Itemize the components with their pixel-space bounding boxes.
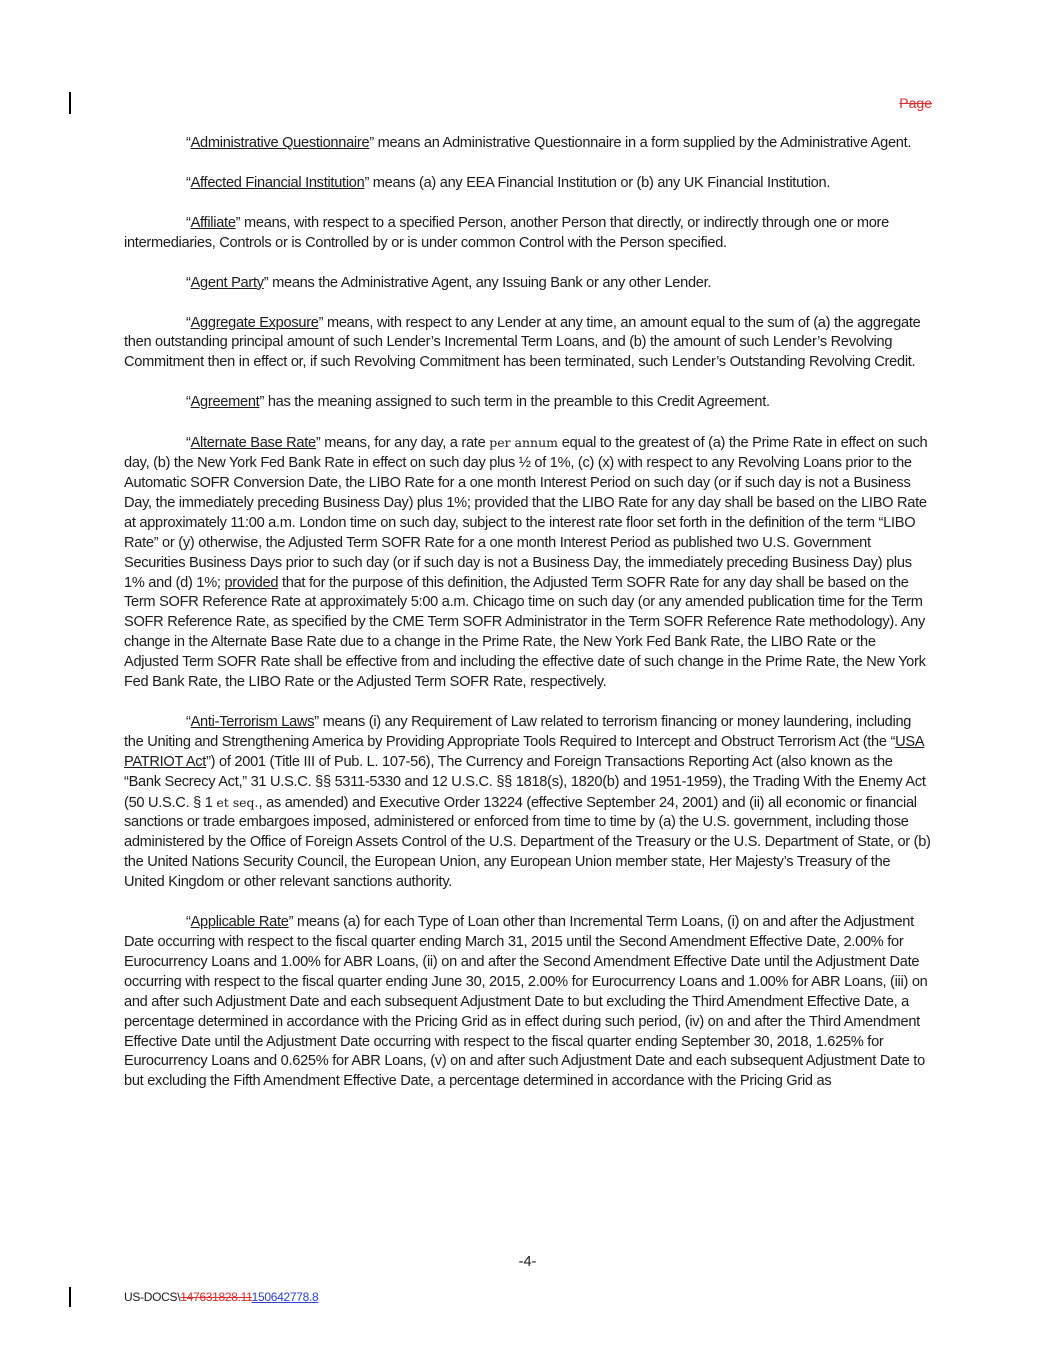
definition-text: ” means the Administrative Agent, any Issuing Bank or any other Lender. <box>263 274 712 291</box>
definition-paragraph: “Aggregate Exposure” means, with respect to any Lender at any time, an amount equal to the sum of (a) the aggregate then outstanding principal amount of such Lender’s Incremental Term Loans, and (b) the amount of such Lender’s Revolving Commitment then in effect or, if such Revolving Commitment has been terminated, such Lender’s Outstanding Revolving Credit. <box>124 314 921 371</box>
definition-text: ” means (a) for each Type of Loan other than Incremental Term Loans, (i) on and after the Adjustment Date occurring with respect to the fiscal quarter ending March 31, 2015 until the Second Amendment Effective Date, 2.00% for Eurocurrency Loans and 1.00% for ABR Loans, (ii) on and after the Second Amendment Effective Date until the Adjustment Date occurring with respect to the fiscal quarter ending June 30, 2015, 2.00% for Eurocurrency Loans and 1.00% for ABR Loans, (iii) on and after such Adjustment Date and each subsequent Adjustment Date to but excluding the Third Amendment Effective Date, a percentage determined in accordance with the Pricing Grid as in effect during such period, (iv) on and after the Third Amendment Effective Date until the Adjustment Date occurring with respect to the fiscal quarter ending September 30, 2018, 1.625% for Eurocurrency Loans and 0.625% for ABR Loans, (v) on and after such Adjustment Date and each subsequent Adjustment Date to but excluding the Fifth Amendment Effective Date, a percentage determined in accordance with the Pricing Grid as <box>124 914 928 1090</box>
definition-text: ” means, with respect to any Lender at any time, an amount equal to the sum of (a) the aggregate then outstanding principal amount of such Lender’s Incremental Term Loans, and (b) the amount of such Lender’s Revolving Commitment then in effect or, if such Revolving Commitment has been terminated, such Lender’s Outstanding Revolving Credit. <box>124 314 921 371</box>
definition-paragraph: “Affiliate” means, with respect to a specified Person, another Person that directly, or indirectly through one or more intermediaries, Controls or is Controlled by or is under common Control with the Person specified. <box>124 214 889 251</box>
defined-term: Anti-Terrorism Laws <box>190 713 315 730</box>
doc-id-deleted: 147631828.11 <box>180 1290 252 1304</box>
doc-id-prefix: US-DOCS\ <box>124 1290 181 1304</box>
defined-term: Alternate Base Rate <box>190 435 316 452</box>
definition-text: that for the purpose of this definition, the Adjusted Term SOFR Rate for any day shall be based on the Term SOFR Reference Rate at approximately 5:00 a.m. Chicago time on such day (or any amended publication time for the Term SOFR Reference Rate, as specified by the CME Term SOFR Administrator in the Term SOFR Reference Rate methodology). Any change in the Alternate Base Rate due to a change in the Prime Rate, the New York Fed Bank Rate, the LIBO Rate or the Adjusted Term SOFR Rate shall be effective from and including the effective date of such change in the Prime Rate, the New York Fed Bank Rate, the LIBO Rate or the Adjusted Term SOFR Rate, respectively. <box>124 574 926 691</box>
definition-text: equal to the greatest of (a) the Prime Rate in effect on such day, (b) the New York Fed Bank Rate in effect on such day plus ½ of 1%, (c) (x) with respect to any Revolving Loans prior to the Automatic SOFR Conversion Date, the LIBO Rate for a one month Interest Period on such day (or if such day is not a Business Day, the immediately preceding Business Day) plus 1%; provided that the LIBO Rate for any day shall be based on the LIBO Rate at approximately 11:00 a.m. London time on such day, subject to the interest rate floor set forth in the definition of the term “LIBO Rate” or (y) otherwise, the Adjusted Term SOFR Rate for a one month Interest Period as published two U.S. Government Securities Business Days prior to such day (or if such day is not a Business Day, the immediately preceding Business Day) plus 1% and (d) 1%; <box>124 435 928 591</box>
definition-paragraph: “Alternate Base Rate” means, for any day, a rate per annum equal to the greatest of (a) the Prime Rate in effect on such day, (b) the New York Fed Bank Rate in effect on such day plus ½ of 1%, (c) (x) with respect to any Revolving Loans prior to the Automatic SOFR Conversion Date, the LIBO Rate for a one month Interest Period on such day (or if such day is not a Business Day, the immediately preceding Business Day) plus 1%; provided that the LIBO Rate for any day shall be based on the LIBO Rate at approximately 11:00 a.m. London time on such day, subject to the interest rate floor set forth in the definition of the term “LIBO Rate” or (y) otherwise, the Adjusted Term SOFR Rate for a one month Interest Period as published two U.S. Government Securities Business Days prior to such day (or if such day is not a Business Day, the immediately preceding Business Day) plus 1% and (d) 1%; provided that for the purpose of this definition, the Adjusted Term SOFR Rate for any day shall be based on the Term SOFR Reference Rate at approximately 5:00 a.m. Chicago time on such day (or any amended publication time for the Term SOFR Reference Rate, as specified by the CME Term SOFR Administrator in the Term SOFR Reference Rate methodology). Any change in the Alternate Base Rate due to a change in the Prime Rate, the New York Fed Bank Rate, the LIBO Rate or the Adjusted Term SOFR Rate shall be effective from and including the effective date of such change in the Prime Rate, the New York Fed Bank Rate, the LIBO Rate or the Adjusted Term SOFR Rate, respectively. <box>124 435 928 691</box>
change-bar <box>69 92 71 114</box>
definition-text: ” has the meaning assigned to such term in the preamble to this Credit Agreement. <box>259 394 770 411</box>
definition-paragraph: “Agreement” has the meaning assigned to such term in the preamble to this Credit Agreement. <box>186 394 770 411</box>
definition-text: ” means an Administrative Questionnaire in a form supplied by the Administrative Agent. <box>369 135 912 151</box>
italic-text: per annum <box>489 435 559 451</box>
document-body <box>124 134 932 1112</box>
defined-term: Affected Financial Institution <box>190 174 365 191</box>
definition-paragraph: “Applicable Rate” means (a) for each Type of Loan other than Incremental Term Loans, (i) on and after the Adjustment Date occurring with respect to the fiscal quarter ending March 31, 2015 until the Second Amendment Effective Date, 2.00% for Eurocurrency Loans and 1.00% for ABR Loans, (ii) on and after the Second Amendment Effective Date until the Adjustment Date occurring with respect to the fiscal quarter ending June 30, 2015, 2.00% for Eurocurrency Loans and 1.00% for ABR Loans, (iii) on and after such Adjustment Date and each subsequent Adjustment Date to but excluding the Third Amendment Effective Date, a percentage determined in accordance with the Pricing Grid as in effect during such period, (iv) on and after the Third Amendment Effective Date until the Adjustment Date occurring with respect to the fiscal quarter ending September 30, 2018, 1.625% for Eurocurrency Loans and 0.625% for ABR Loans, (v) on and after such Adjustment Date and each subsequent Adjustment Date to but excluding the Fifth Amendment Effective Date, a percentage determined in accordance with the Pricing Grid as <box>124 914 928 1090</box>
document-id <box>124 1290 318 1304</box>
defined-term: Agreement <box>190 394 260 411</box>
definition-text: , as amended) and Executive Order 13224 (effective September 24, 2001) and (ii) all economic or financial sanctions or trade embargoes imposed, administered or enforced from time to time by (a) the U.S. government, including those administered by the Office of Foreign Assets Control of the U.S. Department of the Treasury or the U.S. Department of State, or (b) the United Nations Security Council, the European Union, any European Union member state, Her Majesty’s Treasury of the United Kingdom or other relevant sanctions authority. <box>124 794 931 891</box>
definition-text: ” means, for any day, a rate <box>315 435 490 452</box>
definition-text: ” means, with respect to a specified Person, another Person that directly, or indirectly through one or more intermediaries, Controls or is Controlled by or is under common Control with the Person specified. <box>124 214 889 251</box>
definition-text: ” means (i) any Requirement of Law related to terrorism financing or money laundering, including the Uniting and Strengthening America by Providing Appropriate Tools Required to Intercept and Obstruct Terrorism Act (the “ <box>124 713 912 750</box>
provided-term: provided <box>224 574 279 591</box>
italic-text: et seq. <box>216 794 259 810</box>
definition-text: ”) of 2001 (Title III of Pub. L. 107-56), The Currency and Foreign Transactions Reporting Act (also known as the “Bank Secrecy Act,” 31 U.S.C. §§ 5311-5330 and 12 U.S.C. §§ 1818(s), 1820(b) and 1951-1959), the Trading With the Enemy Act (50 U.S.C. § 1 <box>124 753 926 811</box>
defined-term: Applicable Rate <box>190 914 289 931</box>
page-label-deleted: Page <box>899 95 932 111</box>
definition-paragraph: “Affected Financial Institution” means (a) any EEA Financial Institution or (b) any UK Financial Institution. <box>186 174 831 191</box>
definition-paragraph: “Administrative Questionnaire” means an Administrative Questionnaire in a form supplied by the Administrative Agent. <box>186 135 912 151</box>
change-bar <box>69 1287 71 1307</box>
defined-term: Agent Party <box>190 274 264 291</box>
defined-term: USA PATRIOT Act <box>124 733 925 770</box>
defined-term: Administrative Questionnaire <box>190 135 370 151</box>
defined-term: Affiliate <box>190 214 236 231</box>
doc-id-inserted: 150642778.8 <box>251 1290 319 1304</box>
page-number: -4- <box>518 1254 537 1270</box>
defined-term: Aggregate Exposure <box>190 314 319 331</box>
definition-paragraph: “Anti-Terrorism Laws” means (i) any Requirement of Law related to terrorism financing or money laundering, including the Uniting and Strengthening America by Providing Appropriate Tools Required to Intercept and Obstruct Terrorism Act (the “USA PATRIOT Act”) of 2001 (Title III of Pub. L. 107-56), The Currency and Foreign Transactions Reporting Act (also known as the “Bank Secrecy Act,” 31 U.S.C. §§ 5311-5330 and 12 U.S.C. §§ 1818(s), 1820(b) and 1951-1959), the Trading With the Enemy Act (50 U.S.C. § 1 et seq., as amended) and Executive Order 13224 (effective September 24, 2001) and (ii) all economic or financial sanctions or trade embargoes imposed, administered or enforced from time to time by (a) the U.S. government, including those administered by the Office of Foreign Assets Control of the U.S. Department of the Treasury or the U.S. Department of State, or (b) the United Nations Security Council, the European Union, any European Union member state, Her Majesty’s Treasury of the United Kingdom or other relevant sanctions authority. <box>124 713 931 891</box>
definition-paragraph: “Agent Party” means the Administrative Agent, any Issuing Bank or any other Lender. <box>186 274 712 291</box>
definition-text: ” means (a) any EEA Financial Institution or (b) any UK Financial Institution. <box>364 174 831 191</box>
